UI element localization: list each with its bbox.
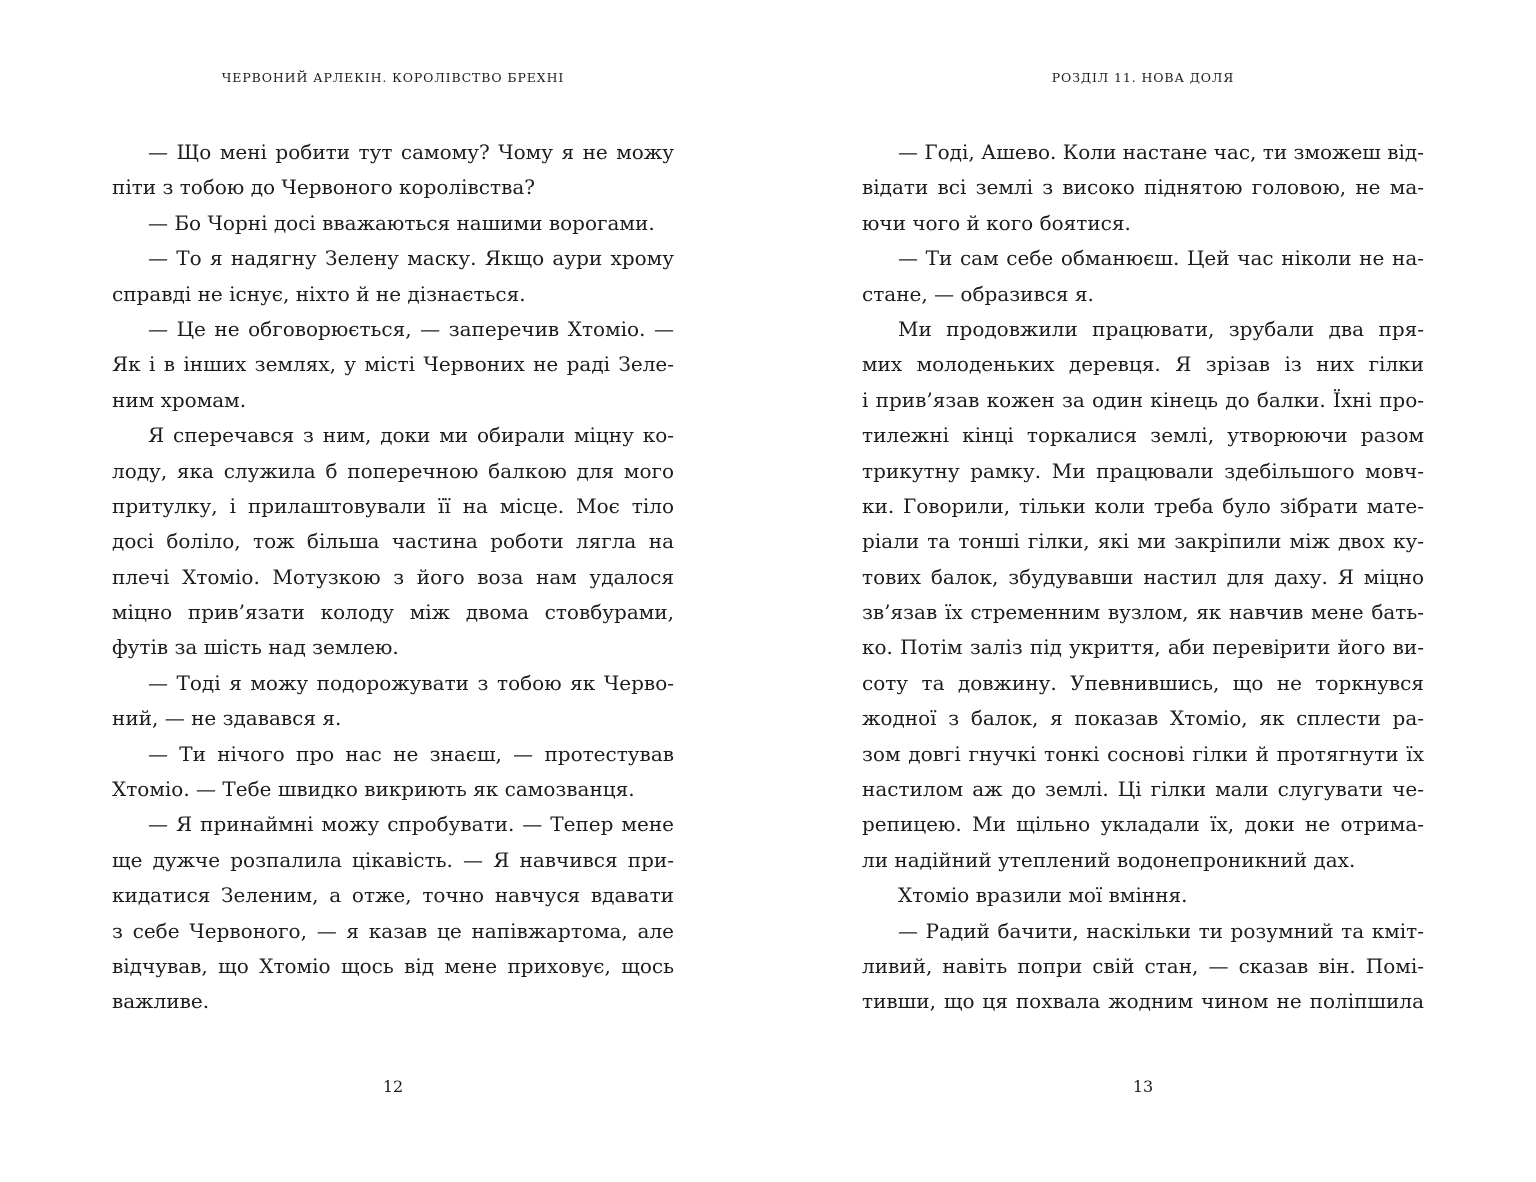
left-text-block — [112, 135, 674, 1020]
text-line: — Бо Чорні досі вважаються нашими ворогами. — [148, 210, 655, 235]
text-line: ний, — не здавався я. — [112, 706, 342, 731]
text-line: відати всі землі з високо піднятою головою, не ма- — [862, 175, 1424, 200]
page-number: 13 — [1132, 1077, 1154, 1096]
text-line: Хтоміо. — Тебе швидко викриють як самозванця. — [112, 777, 635, 802]
text-line: футів за шість над землею. — [112, 635, 399, 660]
text-line: — Тоді я можу подорожувати з тобою як Черво- — [148, 670, 674, 695]
text-line: стане, — образився я. — [862, 281, 1094, 306]
text-line: тивши, що ця похвала жодним чином не поліпшила — [862, 989, 1424, 1014]
text-line: ливий, навіть попри свій стан, — сказав він. Помі- — [862, 953, 1424, 978]
text-line: зом довгі гнучкі тонкі соснові гілки й протягнути їх — [862, 741, 1424, 766]
right-page — [768, 0, 1536, 1182]
text-line: — Радий бачити, наскільки ти розумний та кміт- — [898, 918, 1424, 943]
page-number: 12 — [382, 1077, 404, 1096]
text-line: з себе Червоного, — я казав це напівжартома, але — [112, 918, 674, 943]
text-line: Ми продовжили працювати, зрубали два пря- — [898, 316, 1424, 341]
text-line: настилом аж до землі. Ці гілки мали слугувати че- — [862, 777, 1424, 802]
text-line: тових балок, збудувавши настил для даху. Я міцно — [862, 564, 1424, 589]
text-line: досі боліло, тож більша частина роботи лягла на — [112, 529, 674, 554]
text-line: репицею. Ми щільно укладали їх, доки не отрима- — [862, 812, 1424, 837]
text-line: кидатися Зеленим, а отже, точно навчуся вдавати — [112, 883, 674, 908]
text-line: плечі Хтоміо. Мотузкою з його воза нам удалося — [112, 564, 674, 589]
text-line: — Годі, Ашево. Коли настане час, ти зможеш від- — [898, 140, 1424, 164]
text-line: лоду, яка служила б поперечною балкою для мого — [112, 458, 674, 483]
text-line: притулку, і прилаштовували її на місце. Моє тіло — [112, 493, 674, 518]
text-line: ще дужче розпалила цікавість. — Я навчився при- — [112, 847, 674, 872]
text-line: справді не існує, ніхто й не дізнається. — [112, 281, 526, 306]
text-line: — Ти сам себе обманюєш. Цей час ніколи не на- — [898, 246, 1424, 271]
text-line: жодної з балок, я показав Хтоміо, як сплести ра- — [862, 706, 1424, 731]
text-line: — То я надягну Зелену маску. Якщо аури хрому — [148, 246, 674, 271]
text-line: ним хромам. — [112, 387, 247, 412]
text-line: Я сперечався з ним, доки ми обирали міцну ко- — [148, 423, 674, 448]
text-line: відчував, що Хтоміо щось від мене приховує, щось — [112, 953, 674, 978]
text-line: зв’язав їх стременним вузлом, як навчив мене бать- — [862, 600, 1424, 625]
right-running-head: РОЗДІЛ 11. НОВА ДОЛЯ — [1051, 70, 1235, 85]
text-line: піти з тобою до Червоного королівства? — [112, 175, 535, 200]
text-line: — Я принаймні можу спробувати. — Тепер мене — [148, 812, 674, 837]
left-running-head: ЧЕРВОНИЙ АРЛЕКІН. КОРОЛІВСТВО БРЕХНІ — [221, 70, 565, 85]
text-line: Хтоміо вразили мої вміння. — [898, 883, 1188, 908]
text-line: міцно прив’язати колоду між двома стовбурами, — [112, 600, 674, 625]
text-line: важливе. — [112, 989, 210, 1014]
text-line: ріали та тонші гілки, які ми закріпили між двох ку- — [862, 529, 1424, 554]
text-line: ко. Потім заліз під укриття, аби перевірити його ви- — [862, 635, 1424, 660]
text-line: тилежні кінці торкалися землі, утворюючи разом — [862, 423, 1424, 448]
text-line: — Ти нічого про нас не знаєш, — протестував — [148, 741, 674, 766]
text-line: Як і в інших землях, у місті Червоних не раді Зеле- — [112, 352, 674, 377]
text-line: — Це не обговорюється, — заперечив Хтоміо. — — [148, 316, 674, 341]
text-line: мих молоденьких деревця. Я зрізав із них гілки — [862, 352, 1424, 377]
right-text-block — [862, 135, 1424, 1020]
text-line: соту та довжину. Упевнившись, що не торкнувся — [862, 670, 1424, 695]
text-line: ки. Говорили, тільки коли треба було зібрати мате- — [862, 493, 1424, 518]
text-line: ли надійний утеплений водонепроникний дах. — [862, 847, 1356, 872]
text-line: трикутну рамку. Ми працювали здебільшого мовч- — [862, 458, 1424, 483]
text-line: ючи чого й кого боятися. — [862, 210, 1131, 235]
text-line: — Що мені робити тут самому? Чому я не можу — [148, 140, 674, 164]
text-line: і прив’язав кожен за один кінець до балки. Їхні про- — [862, 387, 1424, 412]
